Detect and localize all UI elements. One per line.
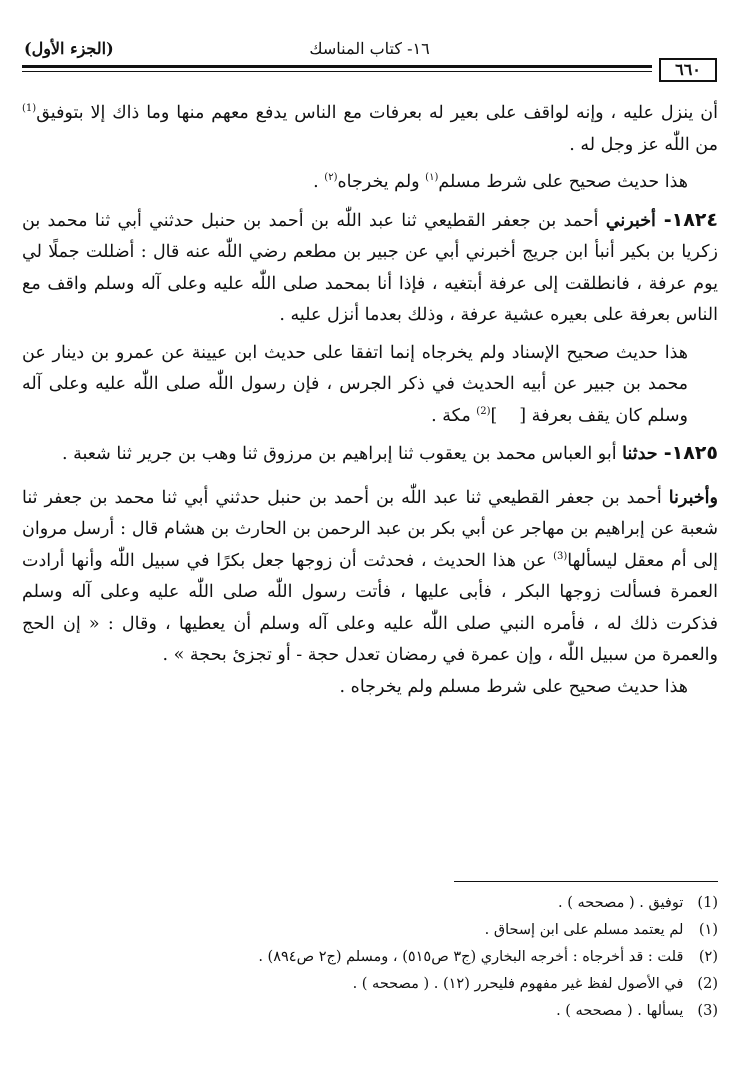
footnote-item: (1) توفيق . ( مصححه ) . (558, 895, 718, 911)
footnotes (22, 890, 718, 1025)
hadith-lead: أخبرني (605, 210, 664, 231)
hadith-1825: ١٨٢٥- حدثنا أبو العباس محمد بن يعقوب ثنا إبراهيم بن مرزوق ثنا وهب بن جرير ثنا شعبة . (61, 442, 718, 464)
page-header (22, 38, 717, 79)
hadith-number: ١٨٢٤- (663, 208, 718, 231)
main-text (22, 98, 718, 703)
footnote-ref: (3) (553, 550, 568, 562)
grading-note: هذا حديث صحيح على شرط مسلم ولم يخرجاه . (339, 676, 688, 697)
page-number: ٦٦٠ (659, 58, 717, 82)
hadith-1825-second-chain: وأخبرنا أحمد بن جعفر القطيعي ثنا عبد اللّٰه بن أحمد بن حنبل حدثني أبي ثنا محمد بن جعفر ثنا شعبة عن إبراهيم بن مهاجر عن أبي بكر بن عبد الرحمن بن الحارث بن هشام قال : أرسل مروان إلى أم معقل ليسألها$^{(3)}$ عن هذا الحديث ، فحدثت أن زوجها جعل بكرًا في سبيل اللّٰه وأنها أرادت العمرة فسألت زوجها البكر ، فأبى عليها ، فأتت رسول اللّٰه صلى اللّٰه عليه وعلى آله وسلم فذكرت ذلك له ، فأمره النبي صلى اللّٰه عليه وعلى آله وسلم أن يعطيها ، وقال : « إن الحج والعمرة من سبيل اللّٰه ، وإن عمرة في رمضان تعدل حجة - أو تجزئ بحجة » . (22, 487, 719, 665)
paragraph-continuation: أن ينزل عليه ، وإنه لواقف على بعير له بعرفات مع الناس يدفع معهم منها وما ذاك إلا بتوفيق$^{(1)}$ من اللّٰه عز وجل له . (22, 103, 718, 155)
footnote-item: (2) في الأصول لفظ غير مفهوم فليحرر (١٢) . ( مصححه ) . (352, 976, 718, 992)
footnote-ref: (١) (425, 172, 439, 184)
hadith-lead: حدثنا (622, 444, 664, 464)
hadith-lead: وأخبرنا (668, 487, 718, 508)
footnote-item: (3) يسألها . ( مصححه ) . (556, 1003, 718, 1019)
commentary-1824: هذا حديث صحيح الإسناد ولم يخرجاه إنما اتفقا على حديث ابن عيينة عن عمرو بن دينار عن محمد بن جبير عن أبيه الحديث في ذكر الجرس ، فإن رسول اللّٰه صلى اللّٰه عليه وعلى آله وسلم كان يقف بعرفة []$^{(2)}$ مكة . (22, 342, 688, 426)
footnote-item: (١) لم يعتمد مسلم على ابن إسحاق . (484, 922, 718, 938)
footnote-ref: (2) (476, 405, 491, 417)
hadith-number: ١٨٢٥- (663, 442, 718, 464)
chapter-title: ١٦- كتاب المناسك (309, 39, 430, 58)
footnote-separator (454, 881, 718, 882)
grading-note: هذا حديث صحيح على شرط مسلم$^{(١)}$ ولم يخرجاه$^{(٢)}$ . (313, 172, 688, 192)
hadith-1824: ١٨٢٤- أخبرني أحمد بن جعفر القطيعي ثنا عبد اللّٰه بن أحمد بن حنبل حدثني أبي ثنا محمد بن زكريا بن بكير أنبأ ابن جريج أخبرني أبي عن جبير بن مطعم رضي اللّٰه عنه قال : أضللت جملًا لي يوم عرفة ، فانطلقت إلى عرفة أبتغيه ، فإذا أنا بمحمد صلى اللّٰه عليه وعلى آله وسلم واقف مع الناس بعرفة على بعيره عشية عرفة ، وذلك بعدما أنزل عليه . (22, 208, 718, 325)
header-rule-thin (22, 71, 652, 72)
footnote-ref: (٢) (324, 172, 338, 184)
volume-label: (الجزء الأول) (24, 39, 114, 58)
footnote-ref: (1) (22, 103, 37, 115)
footnote-item: (٢) قلت : قد أخرجاه : أخرجه البخاري (ج٣ ص٥١٥) ، ومسلم (ج٢ ص٨٩٤) . (258, 949, 718, 965)
header-rule-thick (22, 65, 652, 68)
